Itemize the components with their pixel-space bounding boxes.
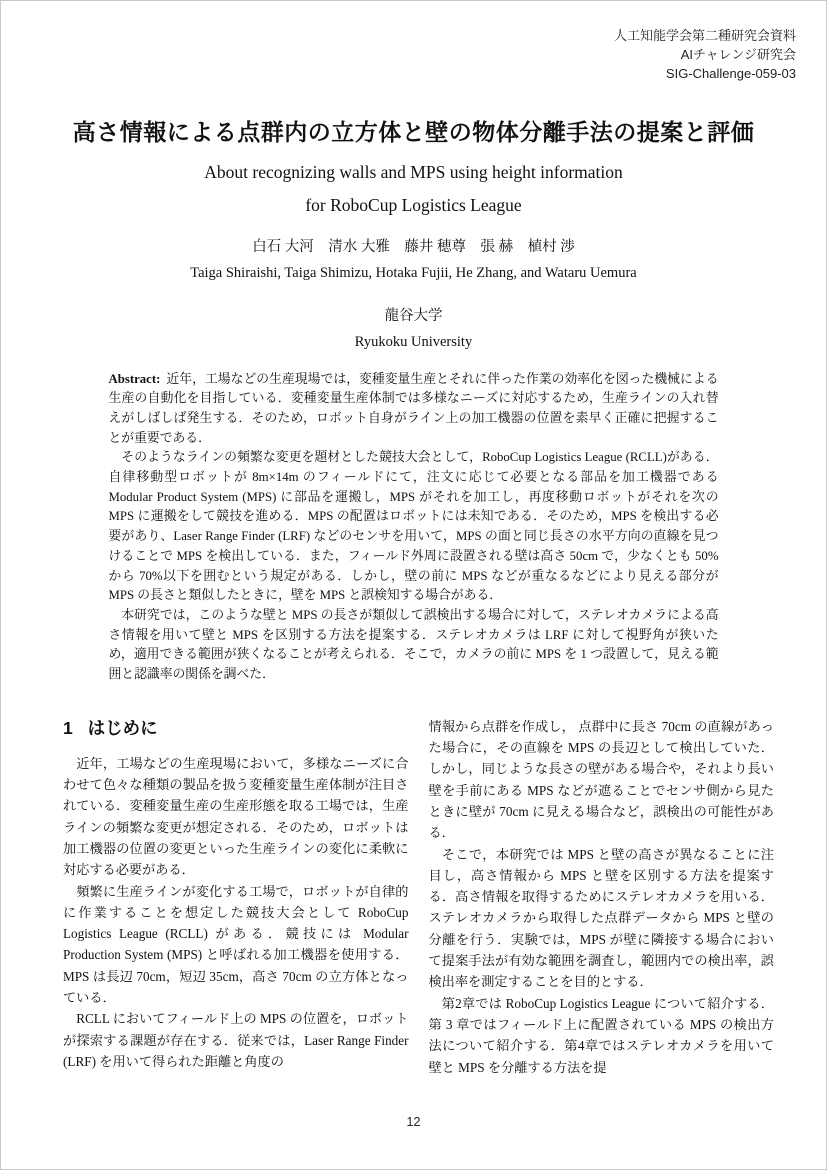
section-1-title: はじめに xyxy=(87,717,158,738)
body-paragraph: 頻繁に生産ラインが変化する工場で，ロボットが自律的に作業することを想定した競技大会として RoboCup Logistics League (RCLL) がある．競技には Modular Production System (MPS) と呼ばれる加工機器を使用する．MPS は長辺 70cm，短辺 35cm，高さ 70cm の立方体となっている． xyxy=(63,883,409,1006)
abstract-label: Abstract: xyxy=(108,371,161,386)
left-column xyxy=(63,716,409,1078)
abstract-paragraph-3: 本研究では，このような壁と MPS の長さが類似して誤検出する場合に対して，ステレオカメラによる高さ情報を用いて壁と MPS を区別する方法を提案する．ステレオカメラは LRF に対して視野角が狭いため，適用できる範囲が狭くなることが考えられる．そこで，カメラの前に MPS を 1 つ設置して，見える範囲と認識率の関係を調べた． xyxy=(108,607,719,682)
affiliation-japanese: 龍谷大学 xyxy=(384,307,443,324)
paper-title-english xyxy=(1,156,826,222)
meta-sig-line: AIチャレンジ研究会 xyxy=(680,46,796,62)
body-paragraph: 第2章では RoboCup Logistics League について紹介する．第 3 章ではフィールド上に配置されている MPS の検出方法について紹介する．第4章ではステレオカメラを用いて壁と MPS を分離する方法を提 xyxy=(428,995,774,1075)
section-1-heading xyxy=(63,718,409,739)
two-column-body xyxy=(63,716,774,1078)
page-footer xyxy=(1,1115,826,1129)
abstract-block xyxy=(109,370,719,685)
paper-title-english-line1: About recognizing walls and MPS using height information xyxy=(204,161,623,182)
meta-document-id: SIG-Challenge-059-03 xyxy=(665,65,796,81)
section-1-number: 1 xyxy=(63,717,73,738)
abstract-paragraph-1-text: 近年，工場などの生産現場では，変種変量生産とそれに伴った作業の効率化を図った機械による生産の自動化を目指している．変種変量生産体制では多様なニーズに対応するため，生産ラインの入れ替えがしばしば発生する．そのため，ロボット自身がライン上の加工機器の位置を素早く正確に把握することが重要である． xyxy=(108,371,719,445)
authors-japanese: 白石 大河 清水 大雅 藤井 穂尊 張 赫 植村 渉 xyxy=(252,238,575,255)
body-paragraph: RCLL においてフィールド上の MPS の位置を，ロボットが探索する課題が存在する．従来では，Laser Range Finder (LRF) を用いて得られた距離と角度の xyxy=(63,1011,409,1069)
body-paragraph: 情報から点群を作成し， 点群中に長さ 70cm の直線があった場合に，その直線を MPS の長辺として検出していた．しかし，同じような長さの壁がある場合や，それより長い壁を手前にある MPS などが遮ることでセンサ側から見たときに壁が 70cm に見える場合など，誤検出の可能性がある． xyxy=(428,718,774,841)
document-meta-header xyxy=(1,27,796,84)
right-column xyxy=(429,716,775,1078)
abstract-paragraph-2: そのようなラインの頻繁な変更を題材とした競技大会として，RoboCup Logistics League (RCLL)がある．自律移動型ロボットが 8m×14m のフィールドにて，注文に応じて必要となる部品を加工機器である Modular Product System (MPS) に部品を運搬し，MPS がそれを加工し，再度移動ロボットがそれを次の MPS に運搬をして競技を進める．MPS の配置はロボットには未知である．そのため，MPS を検出する必要があり、Laser Range Finder (LRF) などのセンサを用いて，MPS の面と同じ長さの水平方向の直線を見つけることで MPS を検出している．また，フィールド外周に設置される壁は高さ 50cm で，少なくとも 50%から 70%以下を囲むという規定がある．しかし，壁の前に MPS などが重なるなどにより見える部分が MPS の長さと類似したときに，壁を MPS と誤検知する場合がある． xyxy=(108,450,719,603)
paper-title-english-line2: for RoboCup Logistics League xyxy=(305,194,522,215)
body-paragraph: 近年，工場などの生産現場において，多様なニーズに合わせて色々な種類の製品を扱う変種変量生産体制が注目されている．変種変量生産の生産形態を取る工場では，生産ラインの頻繁な変更が想定される．そのため，ロボットは加工機器の位置の変更といった生産ラインの変化に柔軟に対応する必要がある． xyxy=(63,755,409,878)
authors-english: Taiga Shiraishi, Taiga Shimizu, Hotaka Fujii, He Zhang, and Wataru Uemura xyxy=(190,264,637,281)
abstract-paragraph-1 xyxy=(109,370,719,449)
paper-title-japanese: 高さ情報による点群内の立方体と壁の物体分離手法の提案と評価 xyxy=(72,118,755,145)
affiliation-english: Ryukoku University xyxy=(354,333,473,350)
body-paragraph: そこで，本研究では MPS と壁の高さが異なることに注目し，高さ情報から MPS と壁を区別する方法を提案する．高さ情報を取得するためにステレオカメラを用いる．ステレオカメラから取得した点群データから MPS と壁の分離を行う．実験では，MPS が壁に隣接する場合において提案手法が有効な範囲を調査し，範囲内での検出率，誤検出率を測定することを目的とする． xyxy=(428,846,774,990)
meta-society-line: 人工知能学会第二種研究会資料 xyxy=(613,28,796,43)
page-number: 12 xyxy=(406,1115,421,1129)
